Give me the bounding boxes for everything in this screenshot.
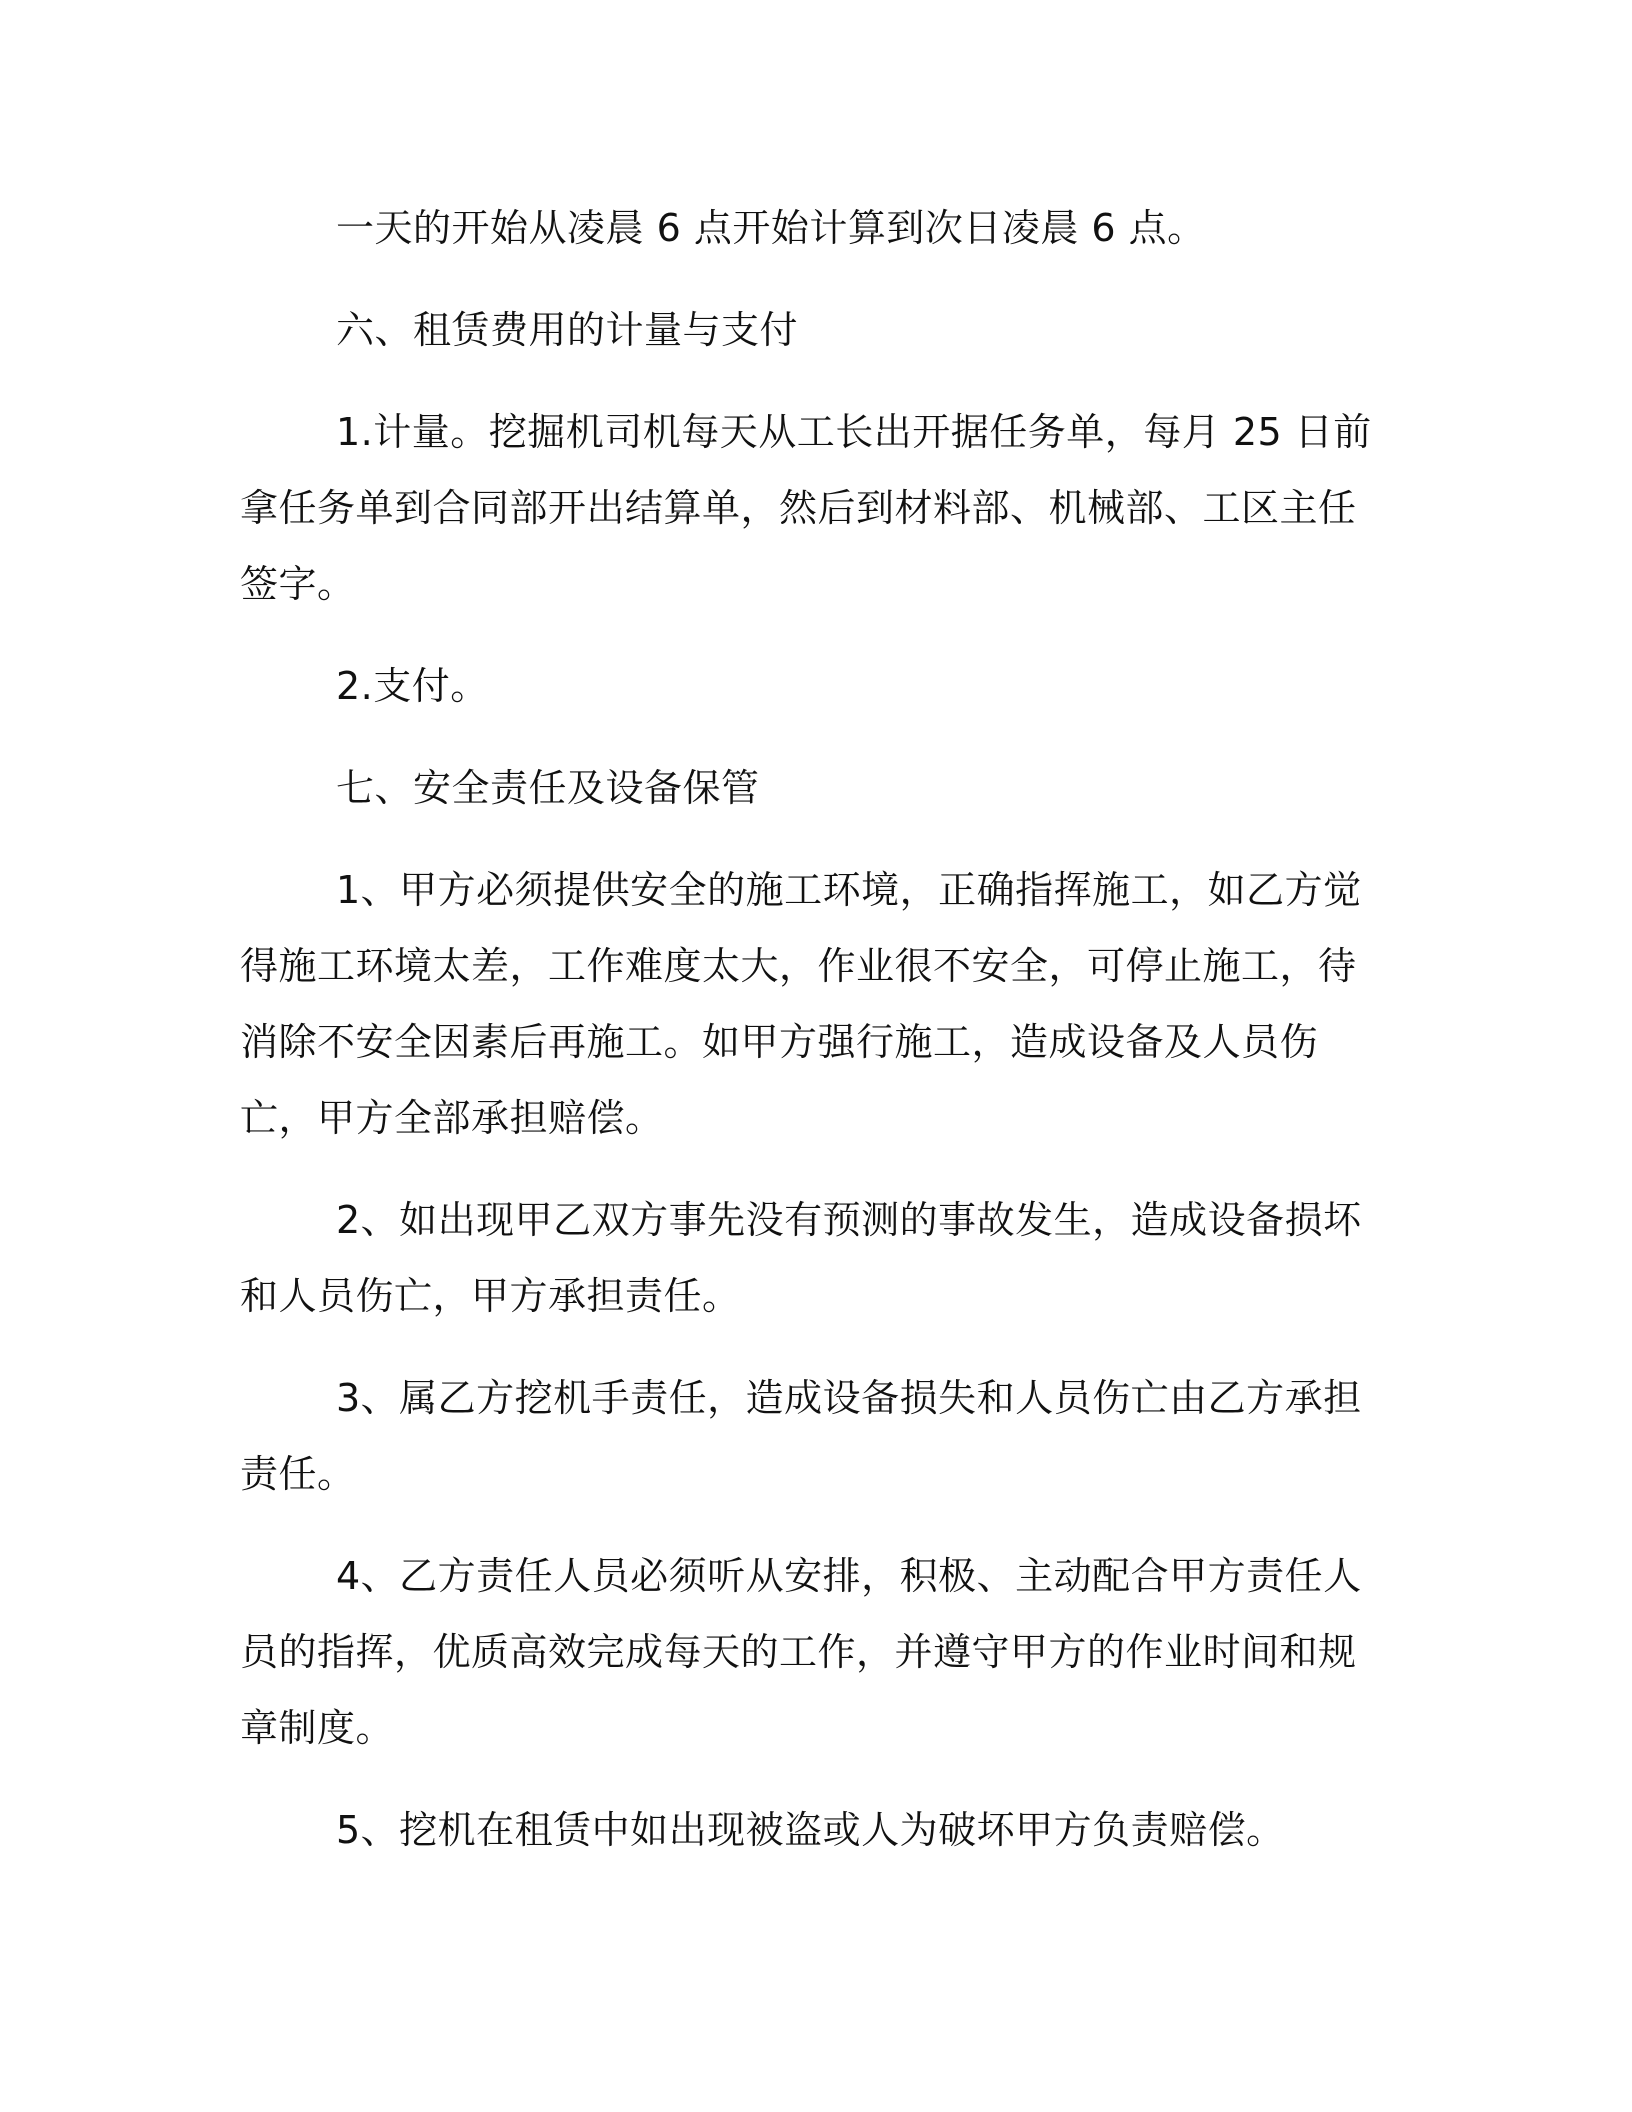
paragraph-safety-1: 1、甲方必须提供安全的施工环境，正确指挥施工，如乙方觉得施工环境太差，工作难度太大，作业很不安全，可停止施工，待消除不安全因素后再施工。如甲方强行施工，造成设备及人员伤亡，甲方全部承担赔偿。 <box>240 868 1362 1140</box>
paragraph-measurement: 1.计量。挖掘机司机每天从工长出开据任务单，每月 25 日前拿任务单到合同部开出结算单，然后到材料部、机械部、工区主任签字。 <box>240 410 1372 606</box>
paragraph-payment: 2.支付。 <box>336 664 489 708</box>
paragraph-safety-4: 4、乙方责任人员必须听从安排，积极、主动配合甲方责任人员的指挥，优质高效完成每天的工作，并遵守甲方的作业时间和规章制度。 <box>240 1554 1362 1750</box>
paragraph-day-definition: 一天的开始从凌晨 6 点开始计算到次日凌晨 6 点。 <box>336 206 1206 250</box>
section-heading-rental-fees: 六、租赁费用的计量与支付 <box>336 308 799 352</box>
document-body <box>240 190 1390 1894</box>
paragraph-safety-2: 2、如出现甲乙双方事先没有预测的事故发生，造成设备损坏和人员伤亡，甲方承担责任。 <box>240 1198 1362 1318</box>
paragraph-safety-3: 3、属乙方挖机手责任，造成设备损失和人员伤亡由乙方承担责任。 <box>240 1376 1362 1496</box>
section-heading-safety: 七、安全责任及设备保管 <box>336 766 760 810</box>
paragraph-safety-5: 5、挖机在租赁中如出现被盗或人为破坏甲方负责赔偿。 <box>336 1808 1285 1852</box>
